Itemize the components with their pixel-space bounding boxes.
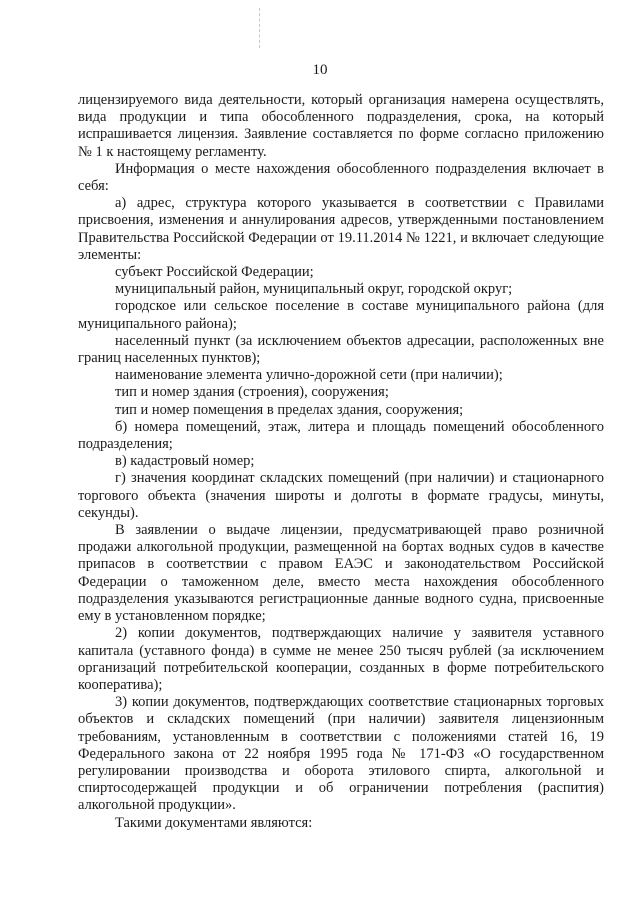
list-item-municipal-district: муниципальный район, муниципальный округ, городской округ; [115,281,513,298]
paragraph-premises-numbers: б) номера помещений, этаж, литера и площадь помещений обособленного подразделения; [78,418,604,453]
list-item-building: тип и номер здания (строения), сооружения; [115,384,389,401]
paragraph-cadastral-number: в) кадастровый номер; [115,453,255,470]
paragraph-application-continuation: лицензируемого вида деятельности, который организация намерена осуществлять, вида продукции и типа обособленного подразделения, срока, на который испрашивается лицензия. Заявление составляется по форме согласно приложению № 1 к настоящему регламенту. [78,92,604,160]
list-item-subject: субъект Российской Федерации; [115,264,314,281]
paragraph-water-vessels: В заявлении о выдаче лицензии, предусматривающей право розничной продажи алкогольной продукции, размещенной на бортах водных судов в качестве припасов в соответствии с правом ЕАЭС и законодательством Российской Федерации о таможенном деле, вместо места нахождения обособленного подразделения указываются регистрационные данные водного судна, присвоенные ему в установленном порядке; [78,522,604,625]
page-number: 10 [312,62,328,78]
paragraph-location-info: Информация о месте нахождения обособленного подразделения включает в себя: [78,160,604,195]
paragraph-compliance-documents: 3) копии документов, подтверждающих соответствие стационарных торговых объектов и складских помещений (при наличии) заявителя лицензионным требованиям, установленным в соответствии с положениями статей 16, 19 Федерального закона от 22 ноября 1995 года № 171-ФЗ «О государственном регулировании производства и оборота этилового спирта, алкогольной и спиртосодержащей продукции и об ограничении потребления (распития) алкогольной продукции». [78,694,604,814]
paragraph-address: а) адрес, структура которого указывается в соответствии с Правилами присвоения, изменения и аннулирования адресов, утвержденными постановлением Правительства Российской Федерации от 19.11.2014 № 1221, и включает следующие элементы: [78,195,604,263]
list-item-premises: тип и номер помещения в пределах здания, сооружения; [115,401,464,418]
list-item-street-network: наименование элемента улично-дорожной сети (при наличии); [115,367,503,384]
page-fold-mark [259,8,260,48]
paragraph-capital-documents: 2) копии документов, подтверждающих наличие у заявителя уставного капитала (уставного фонда) в сумме не менее 250 тысяч рублей (за исключением организаций потребительской кооперации, созданных в форме потребительского кооператива); [78,625,604,693]
list-item-locality: населенный пункт (за исключением объектов адресации, расположенных вне границ населенных пунктов); [78,332,604,367]
paragraph-documents-intro: Такими документами являются: [115,814,313,831]
list-item-settlement: городское или сельское поселение в составе муниципального района (для муниципального района); [78,298,604,332]
document-body [78,92,604,832]
paragraph-coordinates: г) значения координат складских помещений (при наличии) и стационарного торгового объекта (значения широты и долготы в формате градусы, минуты, секунды). [78,470,604,521]
